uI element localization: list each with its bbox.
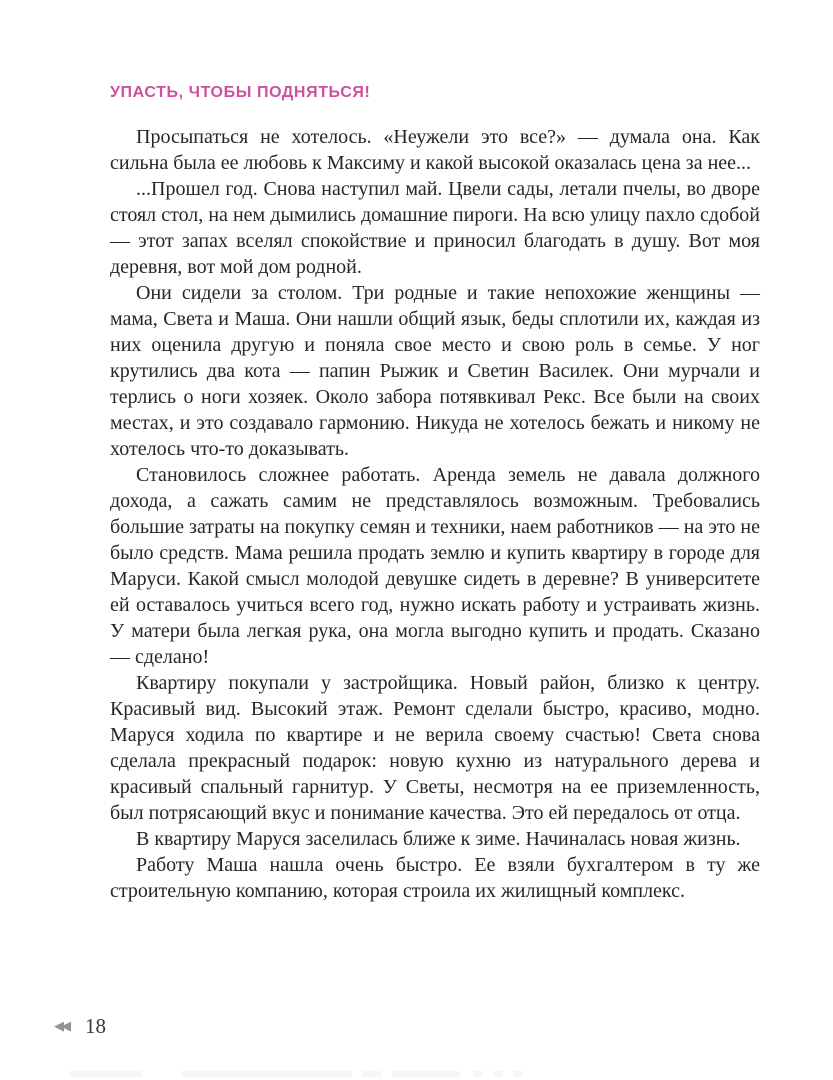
- running-head: УПАСТЬ, ЧТОБЫ ПОДНЯТЬСЯ!: [110, 84, 371, 101]
- paragraph: Работу Маша нашла очень быстро. Ее взяли бухгалтером в ту же строительную компанию, которая строила их жилищный комплекс.: [110, 854, 760, 902]
- paragraph: ...Прошел год. Снова наступил май. Цвели сады, летали пчелы, во дворе стоял стол, на нем дымились домашние пироги. На всю улицу пахло сдобой — этот запах вселял спокойствие и приносил благодать в душу. Вот моя деревня, вот мой дом родной.: [110, 178, 760, 278]
- page-number: 18: [85, 1014, 106, 1038]
- scan-edge-artifact: [0, 1071, 833, 1077]
- page-footer: [54, 1014, 106, 1039]
- paragraph: В квартиру Маруся заселилась ближе к зиме. Начиналась новая жизнь.: [136, 828, 741, 850]
- rewind-icon[interactable]: ◀◀: [54, 1019, 68, 1034]
- paragraph: Становилось сложнее работать. Аренда земель не давала должного дохода, а сажать самим не представлялось возможным. Требовались большие затраты на покупку семян и техники, наем работников — на это не было средств. Мама решила продать землю и купить квартиру в городе для Маруси. Какой смысл молодой девушке сидеть в деревне? В университете ей оставалось учиться всего год, нужно искать работу и устраивать жизнь. У матери была легкая рука, она могла выгодно купить и продать. Сказано — сделано!: [110, 464, 760, 668]
- body-text: [110, 124, 760, 904]
- paragraph: Они сидели за столом. Три родные и такие непохожие женщины — мама, Света и Маша. Они нашли общий язык, беды сплотили их, каждая из них оценила другую и поняла свое место и свою роль в семье. У ног крутились два кота — папин Рыжик и Светин Василек. Они мурчали и терлись о ноги хозяек. Около забора потявкивал Рекс. Все были на своих местах, и это создавало гармонию. Никуда не хотелось бежать и никому не хотелось что-то доказывать.: [110, 282, 760, 460]
- paragraph: Квартиру покупали у застройщика. Новый район, близко к центру. Красивый вид. Высокий этаж. Ремонт сделали быстро, красиво, модно. Маруся ходила по квартире и не верила своему счастью! Света снова сделала прекрасный подарок: новую кухню из натурального дерева и красивый спальный гарнитур. У Светы, несмотря на ее приземленность, был потрясающий вкус и понимание качества. Это ей передалось от отца.: [110, 672, 760, 824]
- paragraph: Просыпаться не хотелось. «Неужели это все?» — думала она. Как сильна была ее любовь к Максиму и какой высокой оказалась цена за нее...: [110, 126, 760, 174]
